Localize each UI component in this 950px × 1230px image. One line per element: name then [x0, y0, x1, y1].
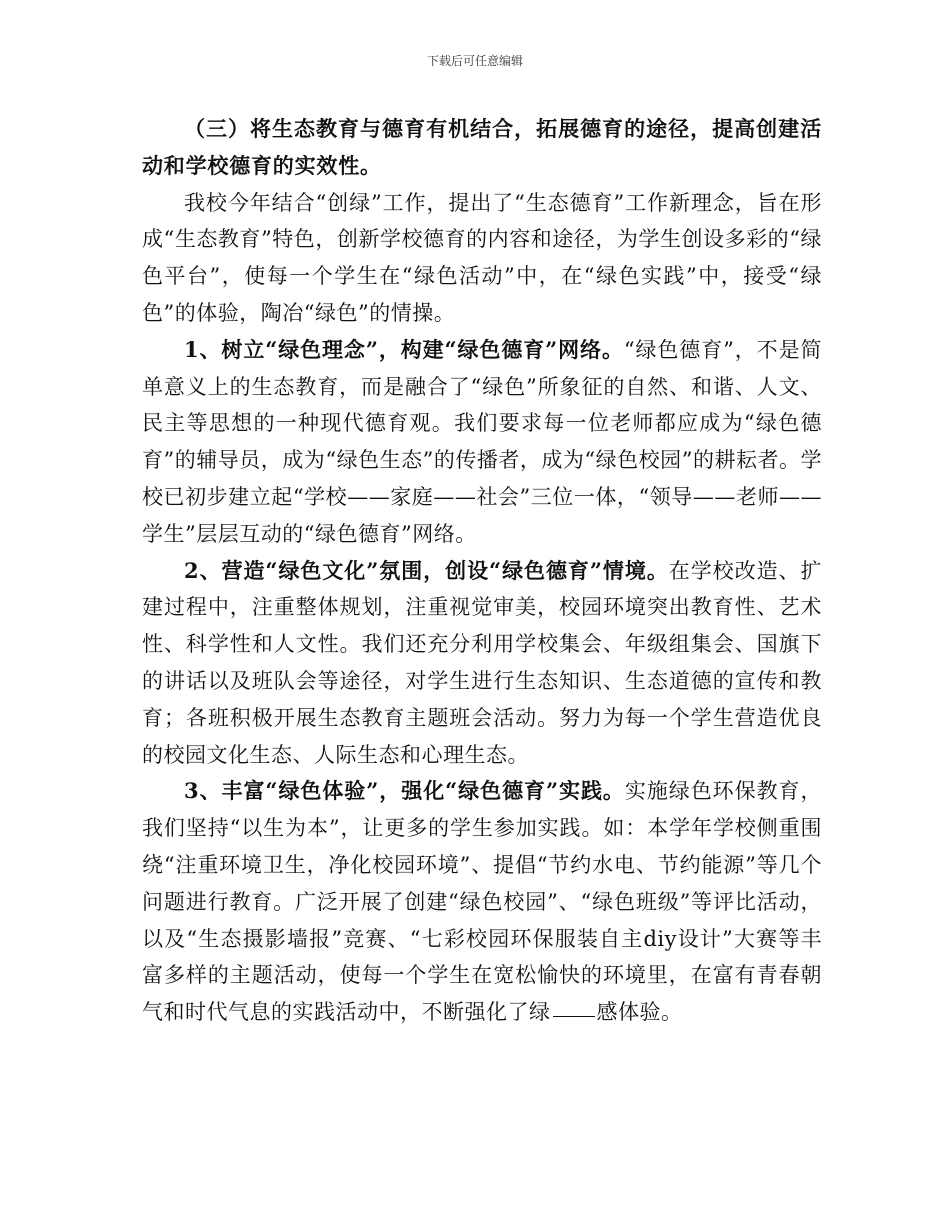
item-3-body: 实施绿色环保教育，我们坚持“以生为本”，让更多的学生参加实践。如：本学年学校侧重围绕“注重环境卫生，净化校园环境”、提倡“节约水电、节约能源”等几个问题进行教育。广泛开展了创建“绿色校园”、“绿色班级”等评比活动，以及“生态摄影墙报”竞赛、“七彩校园环保服装自主diy设计”大赛等丰富多样的主题活动，使每一个学生在宽松愉快的环境里，在富有青春朝气和时代气息的实践活动中，不断强化了绿 — [142, 779, 822, 1025]
intro-paragraph: 我校今年结合“创绿”工作，提出了“生态德育”工作新理念，旨在形成“生态教育”特色，创新学校德育的内容和途径，为学生创设多彩的“绿色平台”，使每一个学生在“绿色活动”中，在“绿色实践”中，接受“绿色”的体验，陶冶“绿色”的情操。 — [142, 190, 822, 325]
section-heading: （三）将生态教育与德育有机结合，拓展德育的途径，提高创建活动和学校德育的实效性。 — [142, 116, 822, 178]
item-2-body: 在学校改造、扩建过程中，注重整体规划，注重视觉审美，校园环境突出教育性、艺术性、科学性和人文性。我们还充分利用学校集会、年级组集会、国旗下的讲话以及班队会等途径，对学生进行生态知识、生态道德的宣传和教育；各班积极开展生态教育主题班会活动。努力为每一个学生营造优良的校园文化生态、人际生态和心理生态。 — [142, 558, 822, 767]
item-2-paragraph — [142, 553, 822, 774]
item-1-paragraph — [142, 332, 822, 553]
header-note: 下载后可任意编辑 — [426, 54, 523, 68]
item-1-body: “绿色德育”，不是简单意义上的生态教育，而是融合了“绿色”所象征的自然、和谐、人文、民主等思想的一种现代德育观。我们要求每一位老师都应成为“绿色德育”的辅导员，成为“绿色生态”的传播者，成为“绿色校园”的耕耘者。学校已初步建立起“学校——家庭——社会”三位一体，“领导——老师——学生”层层互动的“绿色德育”网络。 — [142, 337, 822, 546]
item-3-lead: 3、丰富“绿色体验”，强化“绿色德育”实践。 — [184, 778, 625, 804]
document-body — [142, 111, 822, 1031]
fill-in-blank — [553, 1015, 595, 1017]
item-2-lead: 2、营造“绿色文化”氛围，创设“绿色德育”情境。 — [184, 557, 669, 583]
item-1-lead: 1、树立“绿色理念”，构建“绿色德育”网络。 — [184, 336, 624, 362]
item-3-paragraph — [142, 773, 822, 1031]
item-3-tail: 感体验。 — [596, 1000, 683, 1025]
